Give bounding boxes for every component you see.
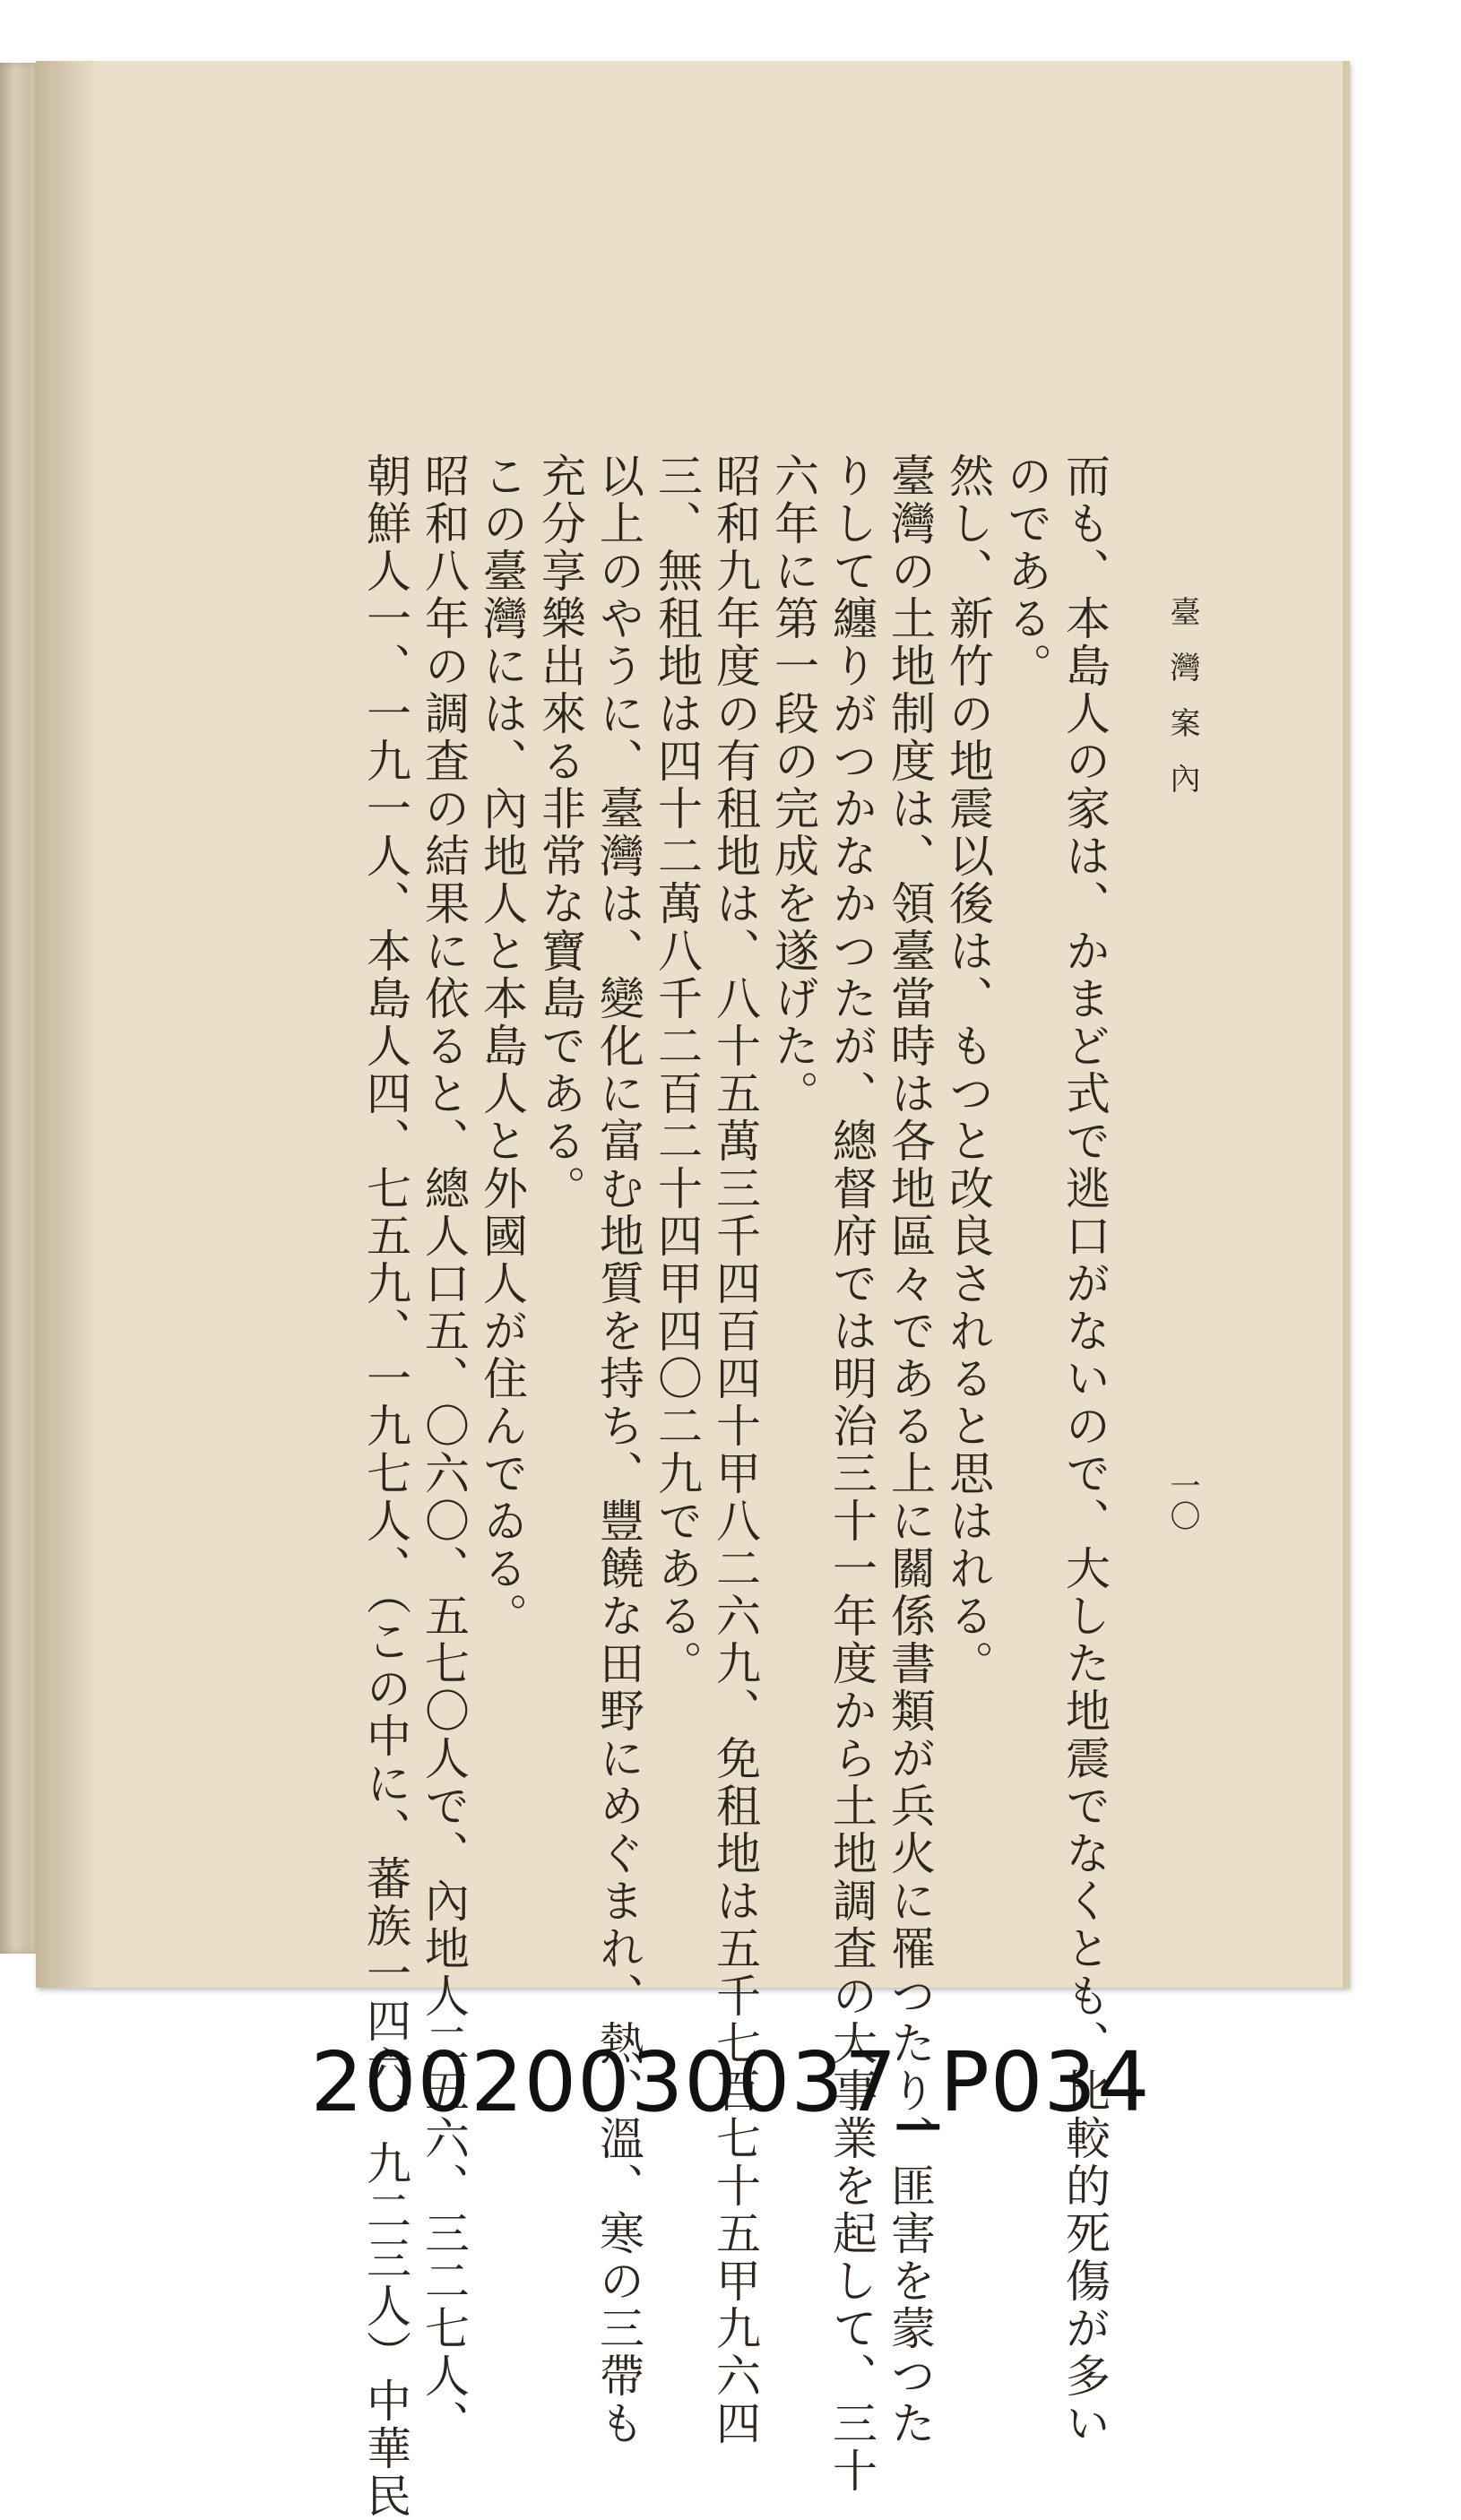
text-line-11: この臺灣には、內地人と本島人と外國人が住んでゐる。: [476, 453, 528, 1640]
gutter-shadow: [36, 61, 99, 1988]
text-line-6: 六年に第一段の完成を遂げた。: [767, 453, 819, 1118]
text-line-5: りして纏りがつかなかつたが、總督府では明治三十一年度から土地調査の大事業を起して、三十: [826, 453, 877, 2495]
text-line-2: のである。: [1000, 453, 1052, 690]
image-id-caption: 20020030037_P034: [310, 2034, 1151, 2130]
text-line-13: 朝鮮人一、一九一人、本島人四、七五九、一九七人、（この中に、蕃族一四六、九二三人）中華民: [359, 453, 411, 2520]
text-line-10: 充分享樂出來る非常な寶島である。: [534, 453, 586, 1213]
text-line-4: 臺灣の土地制度は、領臺當時は各地區々である上に關係書類が兵火に罹つたり、匪害を蒙つた: [884, 453, 936, 2447]
text-line-12: 昭和八年の調査の結果に依ると、總人口五、〇六〇、五七〇人で、內地人二五六、三二七人、: [418, 453, 470, 2447]
page-right-edge: [1343, 61, 1350, 1988]
text-line-9: 以上のやうに、臺灣は、變化に富む地質を持ち、豐饒な田野にめぐまれ、熱、溫、寒の三帶も: [592, 453, 644, 2447]
text-line-7: 昭和九年度の有租地は、八十五萬三千四百四十甲八二六九、免租地は五千七百七十五甲九六四: [709, 453, 761, 2447]
page-number: 一〇: [1164, 1470, 1200, 1531]
running-header: 臺灣案內: [1164, 596, 1200, 818]
text-line-3: 然し、新竹の地震以後は、もつと改良されると思はれる。: [942, 453, 994, 1687]
text-line-8: 三、無租地は四十二萬八千二百二十四甲四〇二九である。: [651, 453, 703, 1687]
text-line-1: 而も、本島人の家は、かまど式で逃口がないので、大した地震でなくとも、比較的死傷が多い: [1059, 453, 1111, 2447]
